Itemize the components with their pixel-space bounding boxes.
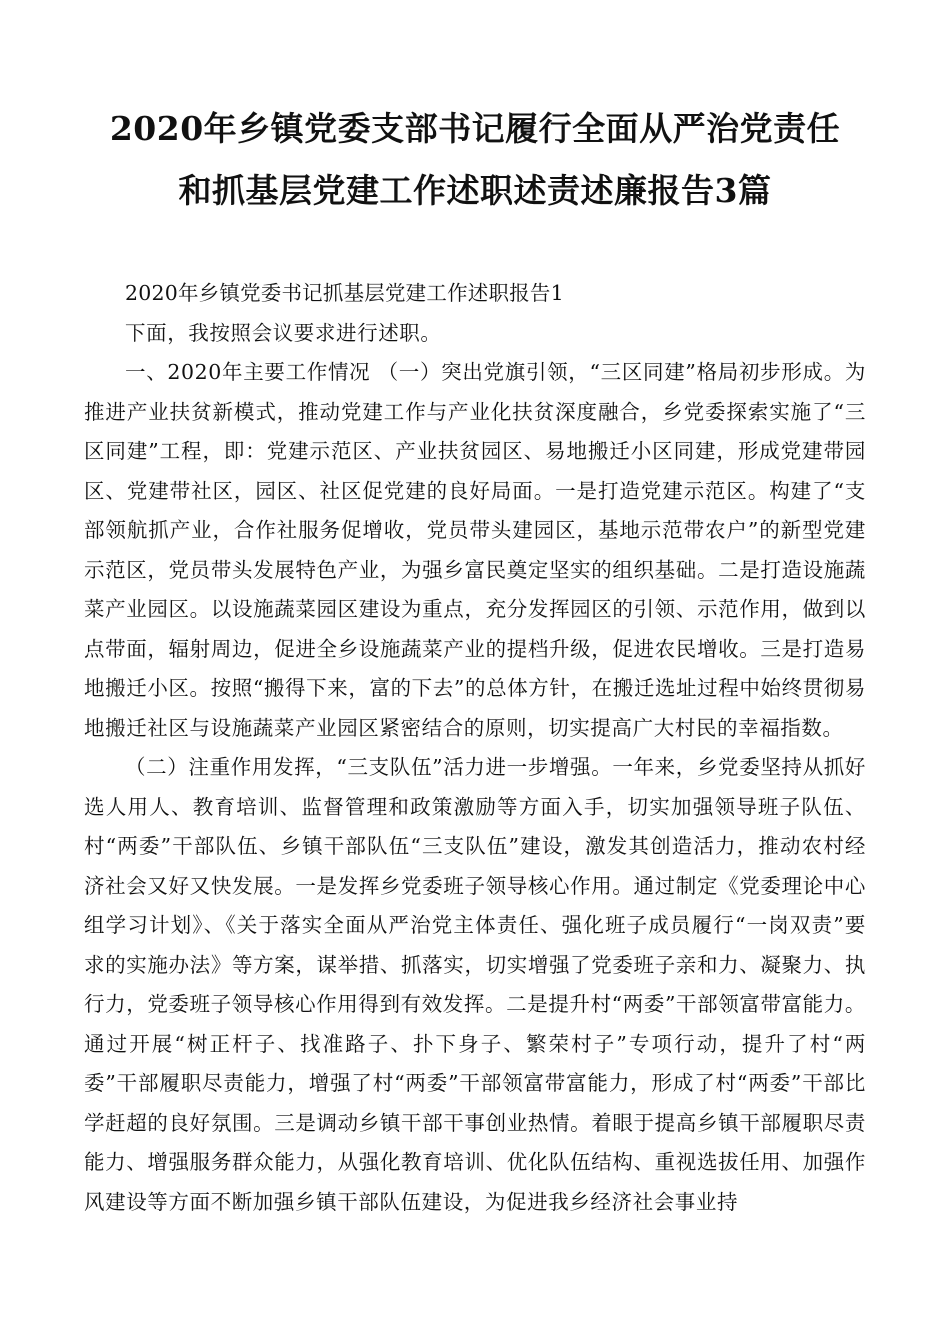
section-two-paragraph: （二）注重作用发挥，“三支队伍”活力进一步增强。一年来，乡党委坚持从抓好选人用人、教育培训、监督管理和政策激励等方面入手，切实加强领导班子队伍、村“两委”干部队伍、乡镇干部队伍“三支队伍”建设，激发其创造活力，推动农村经济社会又好又快发展。一是发挥乡党委班子领导核心作用。通过制定《党委理论中心组学习计划》、《关于落实全面从严治党主体责任、强化班子成员履行“一岗双责”要求的实施办法》等方案，谋举措、抓落实，切实增强了党委班子亲和力、凝聚力、执行力，党委班子领导核心作用得到有效发挥。二是提升村“两委”干部领富带富能力。通过开展“树正杆子、找准路子、扑下身子、繁荣村子”专项行动，提升了村“两委”干部履职尽责能力，增强了村“两委”干部领富带富能力，形成了村“两委”干部比学赶超的良好氛围。三是调动乡镇干部干事创业热情。着眼于提高乡镇干部履职尽责能力、增强服务群众能力，从强化教育培训、优化队伍结构、重视选拔任用、加强作风建设等方面不断加强乡镇干部队伍建设，为促进我乡经济社会事业持 (84, 755, 866, 1214)
section-one-paragraph: 一、2020年主要工作情况 （一）突出党旗引领，“三区同建”格局初步形成。为推进产业扶贫新模式，推动党建工作与产业化扶贫深度融合，乡党委探索实施了“三区同建”工程，即：党建示范区、产业扶贫园区、易地搬迁小区同建，形成党建带园区、党建带社区，园区、社区促党建的良好局面。一是打造党建示范区。构建了“支部领航抓产业，合作社服务促增收，党员带头建园区，基地示范带农户”的新型党建示范区，党员带头发展特色产业，为强乡富民奠定坚实的组织基础。二是打造设施蔬菜产业园区。以设施蔬菜园区建设为重点，充分发挥园区的引领、示范作用，做到以点带面，辐射周边，促进全乡设施蔬菜产业的提档升级，促进农民增收。三是打造易地搬迁小区。按照“搬得下来，富的下去”的总体方针，在搬迁选址过程中始终贯彻易地搬迁社区与设施蔬菜产业园区紧密结合的原则，切实提高广大村民的幸福指数。 (84, 360, 866, 740)
title-line-2: 和抓基层党建工作述职述责述廉报告3篇 (178, 171, 772, 210)
report-subtitle-paragraph: 2020年乡镇党委书记抓基层党建工作述职报告1 (125, 281, 564, 305)
document-body (84, 274, 866, 1222)
title-line-1: 2020年乡镇党委支部书记履行全面从严治党责任 (109, 109, 841, 148)
document-title (84, 98, 866, 222)
intro-paragraph: 下面，我按照会议要求进行述职。 (125, 320, 442, 345)
